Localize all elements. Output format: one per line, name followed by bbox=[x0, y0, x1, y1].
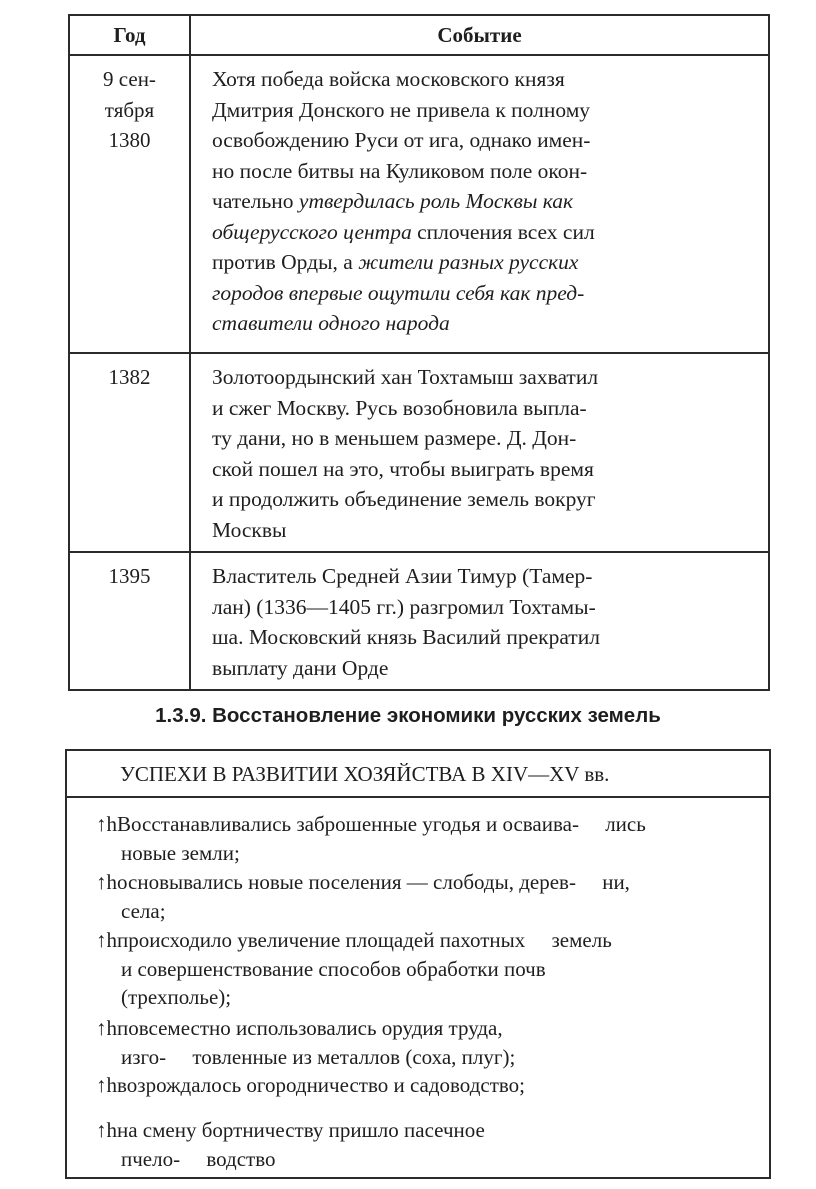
year-line: 9 сен- bbox=[103, 67, 156, 91]
year-cell bbox=[69, 55, 190, 353]
achievement-item bbox=[67, 1071, 525, 1100]
emphasis-text: жители разных русских bbox=[358, 250, 579, 274]
achievement-item bbox=[67, 868, 630, 925]
event-line bbox=[212, 308, 760, 339]
event-text: сплочения всех сил bbox=[411, 219, 595, 244]
header-year: Год bbox=[69, 15, 190, 55]
events-table bbox=[68, 14, 770, 691]
achievement-item bbox=[67, 810, 646, 867]
event-text: ской пошел на это, чтобы выиграть время bbox=[212, 456, 594, 481]
event-text: Дмитрия Донского не привела к полному bbox=[212, 97, 591, 122]
event-text: Москвы bbox=[212, 517, 287, 542]
event-text: Хотя победа войска московского князя bbox=[212, 67, 565, 91]
achievement-line: (трехполье); bbox=[121, 985, 232, 1009]
event-line bbox=[212, 393, 760, 424]
emphasis-text: городов впервые ощутили себя как пред- bbox=[212, 280, 585, 305]
achievement-line: ↑hпроисходило увеличение площадей пахотных земель bbox=[96, 928, 612, 952]
event-line bbox=[212, 278, 760, 309]
event-text: но после битвы на Куликовом поле окон- bbox=[212, 158, 588, 183]
achievement-line: ↑hвозрождалось огородничество и садоводство; bbox=[96, 1073, 525, 1097]
section-title: 1.3.9. Восстановление экономики русских земель bbox=[155, 704, 661, 727]
event-line bbox=[212, 423, 760, 454]
event-line bbox=[212, 484, 760, 515]
achievement-line: ↑hна смену бортничеству пришло пасечное bbox=[96, 1118, 485, 1142]
achievement-line: села; bbox=[121, 898, 166, 923]
event-text: Золотоордынский хан Тохтамыш захватил bbox=[212, 365, 599, 389]
emphasis-text: ставители одного народа bbox=[212, 311, 450, 335]
event-text: выплату дани Орде bbox=[212, 655, 389, 680]
event-line bbox=[212, 592, 760, 623]
table-row bbox=[69, 552, 769, 690]
year-cell bbox=[69, 552, 190, 690]
table-row bbox=[69, 55, 769, 353]
event-line bbox=[212, 217, 760, 248]
event-text: против Орды, а bbox=[212, 250, 359, 274]
event-text: чательно bbox=[212, 189, 299, 213]
achievements-box bbox=[65, 749, 771, 1179]
achievement-line: изго- товленные из металлов (соха, плуг); bbox=[121, 1044, 516, 1069]
event-text: Властитель Средней Азии Тимур (Тамер- bbox=[212, 564, 593, 588]
event-line bbox=[212, 454, 760, 485]
event-cell bbox=[190, 353, 769, 552]
achievement-item bbox=[67, 1116, 485, 1173]
event-line bbox=[212, 125, 760, 156]
event-line bbox=[212, 653, 760, 684]
year-cell bbox=[69, 353, 190, 552]
year-line: 1382 bbox=[108, 365, 151, 389]
achievement-line: и совершенствование способов обработки почв bbox=[121, 956, 546, 981]
event-line bbox=[212, 64, 760, 95]
event-text: и сжег Москву. Русь возобновила выпла- bbox=[212, 395, 587, 420]
achievement-line: ↑hосновывались новые поселения — слободы, дерев- ни, bbox=[96, 870, 630, 894]
achievement-item bbox=[67, 1014, 515, 1071]
achievement-line: ↑hВосстанавливались заброшенные угодья и осваива- лись bbox=[96, 812, 646, 836]
emphasis-text: утвердилась роль Москвы как bbox=[298, 189, 574, 213]
table-header-row bbox=[69, 15, 769, 55]
event-text: и продолжить объединение земель вокруг bbox=[212, 487, 596, 511]
emphasis-text: общерусского центра bbox=[212, 219, 412, 244]
year-line: 1395 bbox=[108, 564, 151, 588]
event-line bbox=[212, 362, 760, 393]
header-event: Событие bbox=[190, 15, 769, 55]
event-cell bbox=[190, 552, 769, 690]
event-text: ша. Московский князь Василий прекратил bbox=[212, 625, 600, 649]
achievement-line: ↑hповсеместно использовались орудия труда, bbox=[96, 1016, 503, 1040]
box-header: УСПЕХИ В РАЗВИТИИ ХОЗЯЙСТВА В XIV—XV вв. bbox=[67, 751, 769, 798]
event-text: лан) (1336—1405 гг.) разгромил Тохтамы- bbox=[212, 594, 596, 619]
event-line bbox=[212, 622, 760, 653]
event-line bbox=[212, 247, 760, 278]
event-cell bbox=[190, 55, 769, 353]
event-line bbox=[212, 186, 760, 217]
achievement-line: пчело- водство bbox=[121, 1146, 276, 1171]
event-text: ту дани, но в меньшем размере. Д. Дон- bbox=[212, 426, 577, 450]
event-line bbox=[212, 156, 760, 187]
achievement-line: новые земли; bbox=[121, 840, 240, 865]
event-line bbox=[212, 515, 760, 546]
year-line: 1380 bbox=[108, 128, 151, 152]
year-line: тября bbox=[104, 97, 155, 122]
event-line bbox=[212, 561, 760, 592]
achievement-item bbox=[67, 926, 612, 1012]
event-line bbox=[212, 95, 760, 126]
event-text: освобождению Руси от ига, однако имен- bbox=[212, 128, 591, 152]
table-row bbox=[69, 353, 769, 552]
